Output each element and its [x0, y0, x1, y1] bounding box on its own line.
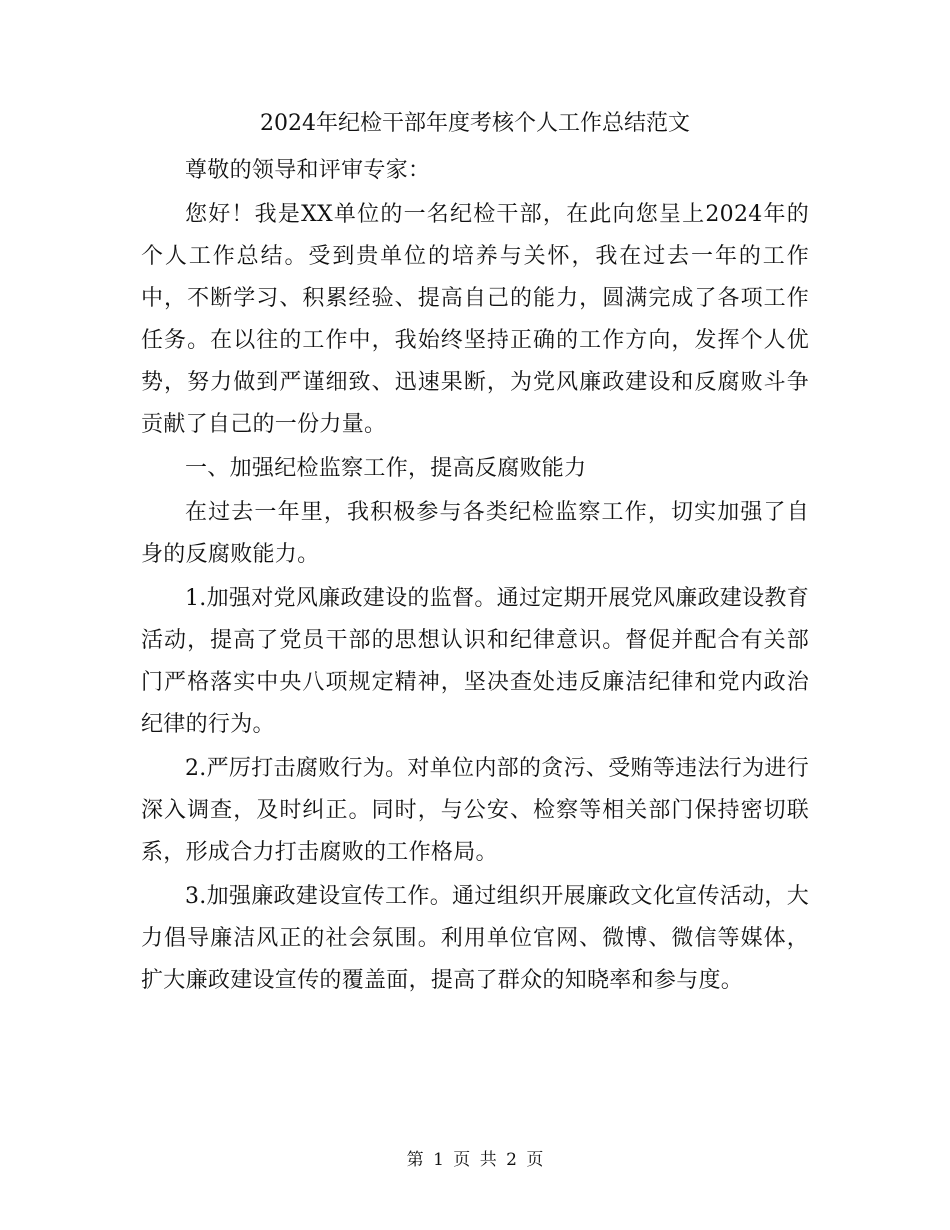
document-body [141, 150, 809, 1002]
item-3-paragraph: 3.加强廉政建设宣传工作。通过组织开展廉政文化宣传活动，大力倡导廉洁风正的社会氛围。利用单位官网、微博、微信等媒体，扩大廉政建设宣传的覆盖面，提高了群众的知晓率和参与度。 [141, 884, 809, 993]
document-title: 2024年纪检干部年度考核个人工作总结范文 [260, 111, 690, 136]
salutation-paragraph: 尊敬的领导和评审专家： [185, 158, 431, 183]
item-1-paragraph: 1.加强对党风廉政建设的监督。通过定期开展党风廉政建设教育活动，提高了党员干部的思想认识和纪律意识。督促并配合有关部门严格落实中央八项规定精神，坚决查处违反廉洁纪律和党内政治纪律的行为。 [141, 586, 809, 737]
section-intro-paragraph: 在过去一年里，我积极参与各类纪检监察工作，切实加强了自身的反腐败能力。 [141, 500, 809, 567]
intro-paragraph: 您好！我是XX单位的一名纪检干部，在此向您呈上2024年的个人工作总结。受到贵单位的培养与关怀，我在过去一年的工作中，不断学习、积累经验、提高自己的能力，圆满完成了各项工作任务。在以往的工作中，我始终坚持正确的工作方向，发挥个人优势，努力做到严谨细致、迅速果断，为党风廉政建设和反腐败斗争贡献了自己的一份力量。 [141, 202, 809, 437]
item-2-paragraph: 2.严厉打击腐败行为。对单位内部的贪污、受贿等违法行为进行深入调查，及时纠正。同时，与公安、检察等相关部门保持密切联系，形成合力打击腐败的工作格局。 [141, 756, 809, 865]
section-heading: 一、加强纪检监察工作，提高反腐败能力 [185, 456, 587, 481]
page-number-footer: 第 1 页 共 2 页 [406, 1150, 544, 1170]
